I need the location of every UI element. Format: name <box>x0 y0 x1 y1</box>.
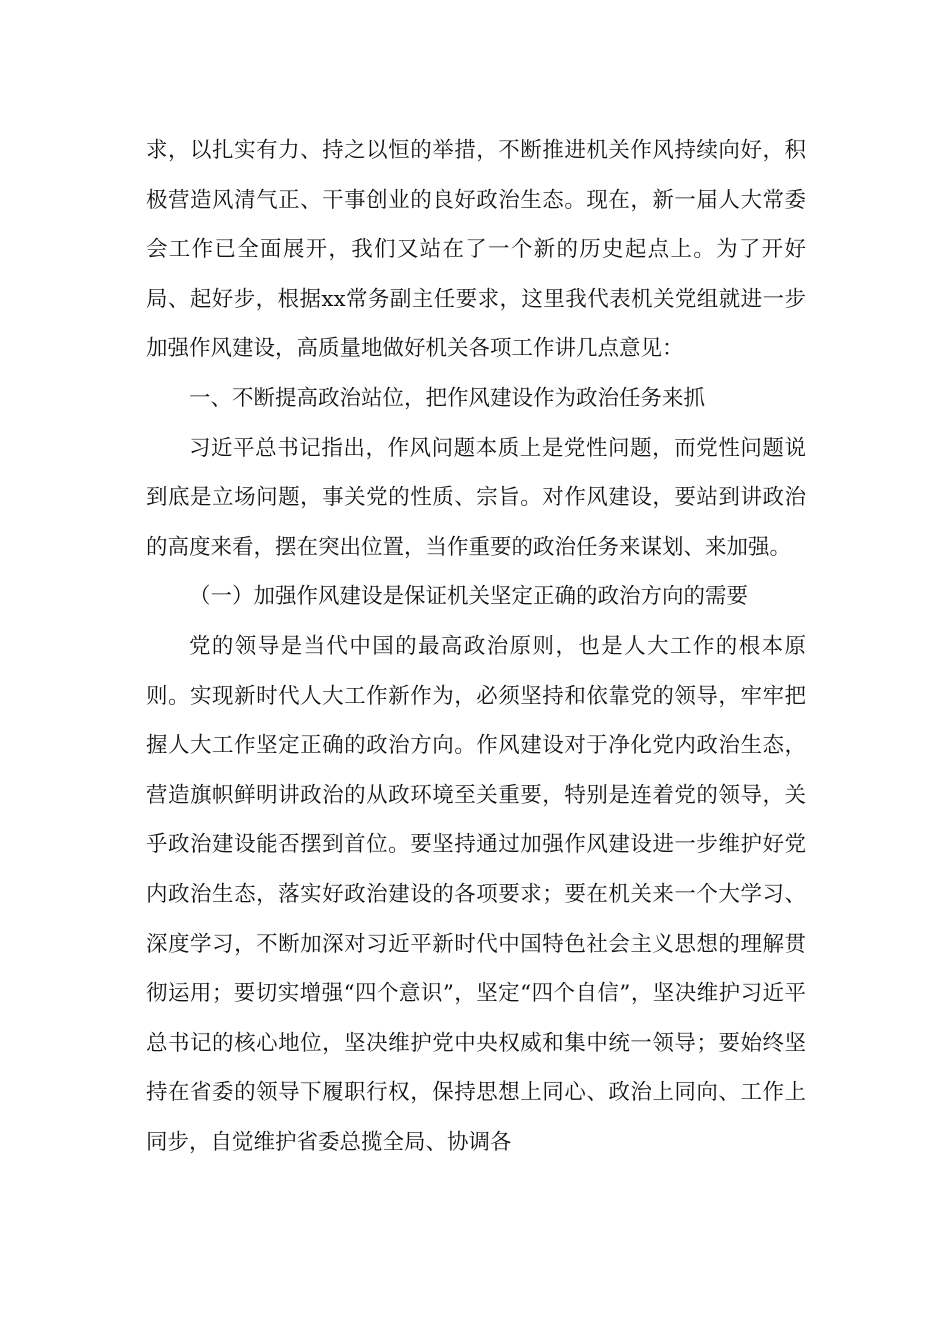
subsection-heading-1: （一）加强作风建设是保证机关坚定正确的政治方向的需要 <box>189 584 749 610</box>
document-body <box>146 126 806 1167</box>
paragraph-opening: 求，以扎实有力、持之以恒的举措，不断推进机关作风持续向好，积极营造风清气正、干事创业的良好政治生态。现在，新一届人大常委会工作已全面展开，我们又站在了一个新的历史起点上。为了开好局、起好步，根据xx常务副主任要求，这里我代表机关党组就进一步加强作风建设，高质量地做好机关各项工作讲几点意见： <box>146 138 806 362</box>
paragraph-section-1: 习近平总书记指出，作风问题本质上是党性问题，而党性问题说到底是立场问题，事关党的性质、宗旨。对作风建设，要站到讲政治的高度来看，摆在突出位置，当作重要的政治任务来谋划、来加强。 <box>146 435 806 560</box>
paragraph-subsection-1: 党的领导是当代中国的最高政治原则，也是人大工作的根本原则。实现新时代人大工作新作为，必须坚持和依靠党的领导，牢牢把握人大工作坚定正确的政治方向。作风建设对于净化党内政治生态，营造旗帜鲜明讲政治的从政环境至关重要，特别是连着党的领导，关乎政治建设能否摆到首位。要坚持通过加强作风建设进一步维护好党内政治生态，落实好政治建设的各项要求；要在机关来一个大学习、深度学习，不断加深对习近平新时代中国特色社会主义思想的理解贯彻运用；要切实增强“四个意识”，坚定“四个自信”，坚决维护习近平总书记的核心地位，坚决维护党中央权威和集中统一领导；要始终坚持在省委的领导下履职行权，保持思想上同心、政治上同向、工作上同步，自觉维护省委总揽全局、协调各 <box>146 633 806 1155</box>
section-heading-1: 一、不断提高政治站位，把作风建设作为政治任务来抓 <box>189 385 706 411</box>
